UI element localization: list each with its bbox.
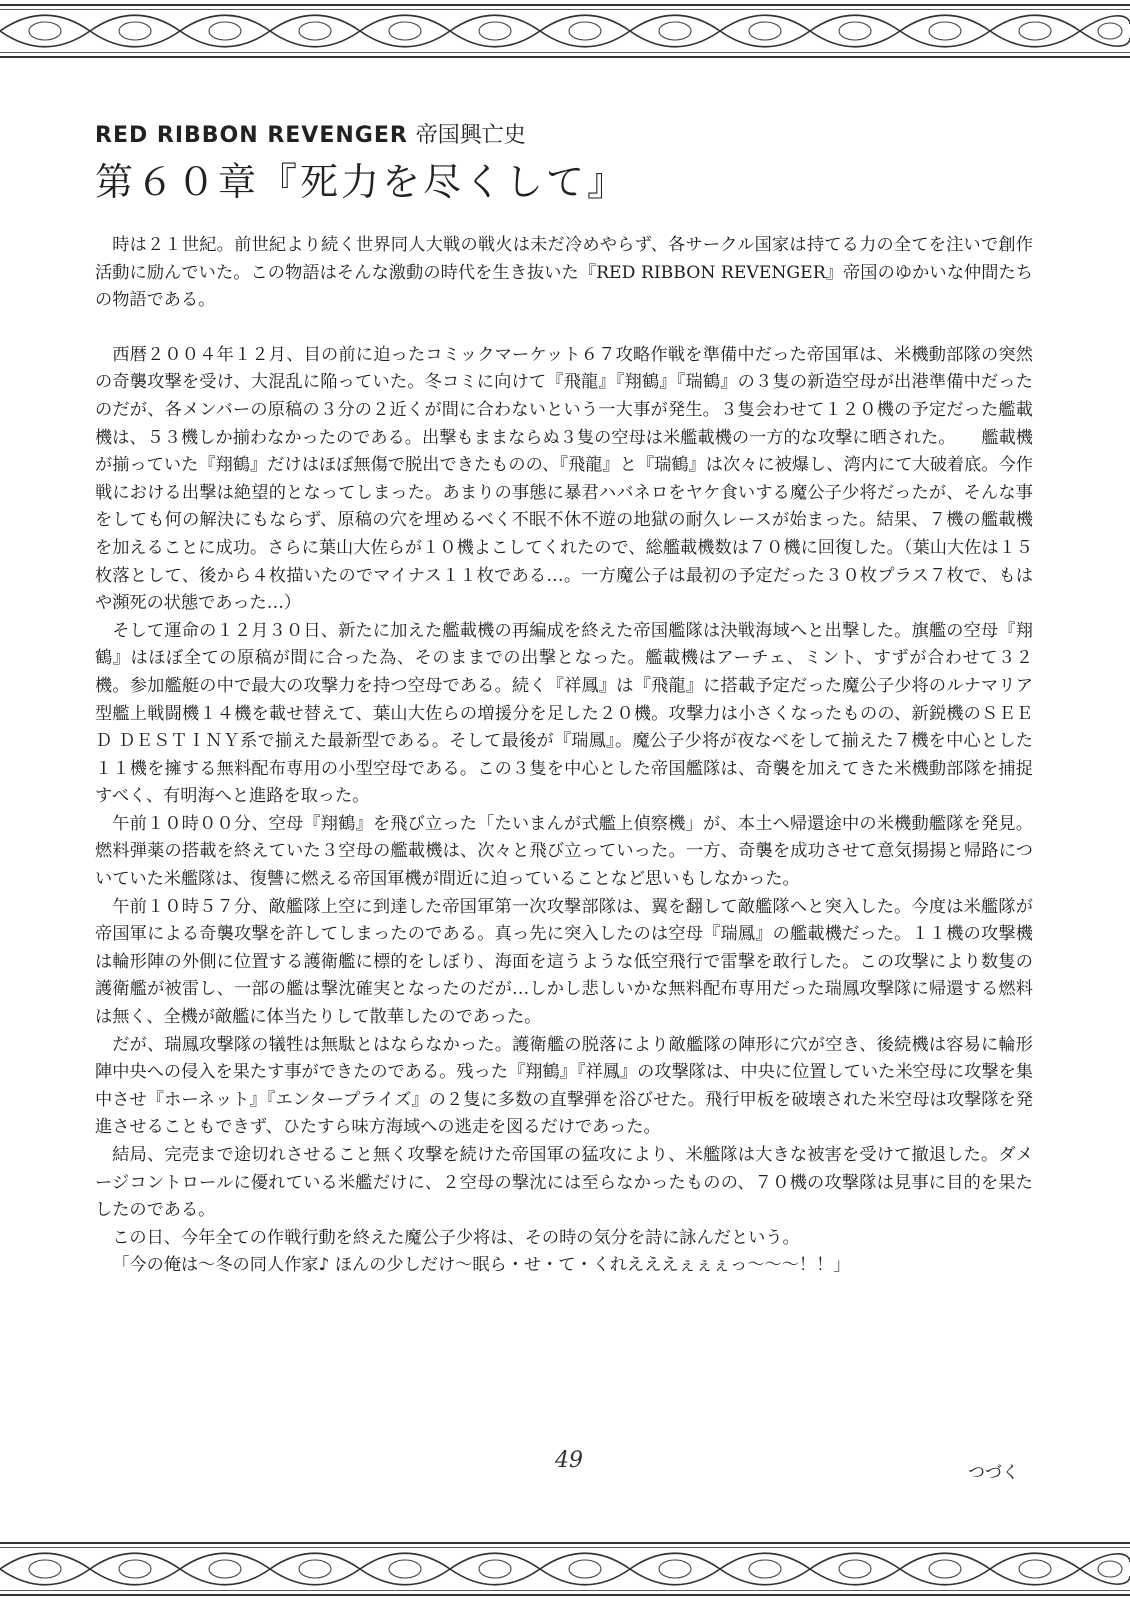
series-name: RED RIBBON REVENGER	[95, 123, 408, 148]
title-block	[95, 118, 628, 206]
continued-label: つづく	[968, 1463, 1019, 1483]
paragraph: 結局、完売まで途切れさせること無く攻撃を続けた帝国軍の猛攻により、米艦隊は大きな被害を受けて撤退した。ダメージコントロールに優れている米艦だけに、２空母の撃沈には至らなかったものの、７０機の攻撃隊は見事に目的を果たしたのである。	[95, 1145, 1033, 1221]
page-number: 49	[555, 1448, 583, 1473]
paragraph: そして運命の１２月３０日、新たに加えた艦載機の再編成を終えた帝国艦隊は決戦海域へと出撃した。旗艦の空母『翔鶴』はほぼ全ての原稿が間に合った為、そのままでの出撃となった。艦載機はアーチェ、ミント、すずが合わせて３２機。参加艦艇の中で最大の攻撃力を持つ空母である。続く『祥鳳』は『飛龍』に搭載予定だった魔公子少将のルナマリア型艦上戦闘機１４機を載せ替えて、葉山大佐らの増援分を足した２０機。攻撃力は小さくなったものの、新鋭機のＳＥＥＤ ＤＥＳＴＩＮＹ系で揃えた最新型である。そして最後が『瑞鳳』。魔公子少将が夜なべをして揃えた７機を中心とした１１機を擁する無料配布専用の小型空母である。この３隻を中心とした帝国艦隊は、奇襲を加えてきた米機動部隊を捕捉すべく、有明海へと進路を取った。	[95, 620, 1033, 807]
bottom-ornamental-border	[0, 1538, 1130, 1600]
story-body	[95, 232, 1033, 1280]
series-line	[95, 118, 628, 149]
paragraph-intro: 時は２１世紀。前世紀より続く世界同人大戦の戦火は未だ冷めやらず、各サークル国家は持てる力の全てを注いで創作活動に励んでいた。この物語はそんな激動の時代を生き抜いた『RED RIBBON REVENGER』帝国のゆかいな仲間たちの物語である。	[95, 235, 1033, 311]
paragraph: 西暦２００４年１２月、目の前に迫ったコミックマーケット６７攻略作戦を準備中だった帝国軍は、米機動部隊の突然の奇襲攻撃を受け、大混乱に陥っていた。冬コミに向けて『飛龍』『翔鶴』『瑞鶴』の３隻の新造空母が出港準備中だったのだが、各メンバーの原稿の３分の２近くが間に合わないという一大事が発生。３隻会わせて１２０機の予定だった艦載機は、５３機しか揃わなかったのである。出撃もままならぬ３隻の空母は米艦載機の一方的な攻撃に晒された。 艦載機が揃っていた『翔鶴』だけはほぼ無傷で脱出できたものの、『飛龍』と『瑞鶴』は次々に被爆し、湾内にて大破着底。今作戦における出撃は絶望的となってしまった。あまりの事態に暴君ハバネロをヤケ食いする魔公子少将だったが、そんな事をしても何の解決にもならず、原稿の穴を埋めるべく不眠不休不遊の地獄の耐久レースが始まった。結果、７機の艦載機を加えることに成功。さらに葉山大佐らが１０機よこしてくれたので、総艦載機数は７０機に回復した。（葉山大佐は１５枚落として、後から４枚描いたのでマイナス１１枚である…。一方魔公子は最初の予定だった３０枚プラス７枚で、もはや瀕死の状態であった…）	[95, 344, 1033, 614]
paragraph-quote: 「今の俺は～冬の同人作家♪ ほんの少しだけ～眠ら・せ・て・くれえええぇぇぇっ～～～！！」	[112, 1255, 851, 1276]
top-ornamental-border	[0, 0, 1130, 62]
paragraph: 午前１０時５７分、敵艦隊上空に到達した帝国軍第一次攻撃部隊は、翼を翻して敵艦隊へと突入した。今度は米艦隊が帝国軍による奇襲攻撃を許してしまったのである。真っ先に突入したのは空母『瑞鳳』の艦載機だった。１１機の攻撃機は輪形陣の外側に位置する護衛艦に標的をしぼり、海面を這うような低空飛行で雷撃を敢行した。この攻撃により数隻の護衛艦が被雷し、一部の艦は撃沈確実となったのだが…しかし悲しいかな無料配布専用だった瑞鳳攻撃隊に帰還する燃料は無く、全機が敵艦に体当たりして散華したのであった。	[95, 896, 1033, 1028]
paragraph: だが、瑞鳳攻撃隊の犠牲は無駄とはならなかった。護衛艦の脱落により敵艦隊の陣形に穴が空き、後続機は容易に輪形陣中央への侵入を果たす事ができたのである。残った『翔鶴』『祥鳳』の攻撃隊は、中央に位置していた米空母に攻撃を集中させ『ホーネット』『エンタープライズ』の２隻に多数の直撃弾を浴びせた。飛行甲板を破壊された米空母は攻撃隊を発進させることもできず、ひたすら味方海域への逃走を図るだけであった。	[95, 1034, 1033, 1138]
paragraph: この日、今年全ての作戦行動を終えた魔公子少将は、その時の気分を詩に詠んだという。	[112, 1227, 800, 1248]
chapter-title: 第６０章『死力を尽くして』	[95, 160, 629, 204]
paragraph: 午前１０時００分、空母『翔鶴』を飛び立った「たいまんが式艦上偵察機」が、本土へ帰還途中の米機動艦隊を発見。燃料弾薬の搭載を終えていた３空母の艦載機は、次々と飛び立っていった。一方、奇襲を成功させて意気揚揚と帰路についていた米艦隊は、復讐に燃える帝国軍機が間近に迫っていることなど思いもしなかった。	[95, 813, 1033, 890]
series-subtitle: 帝国興亡史	[415, 123, 526, 148]
